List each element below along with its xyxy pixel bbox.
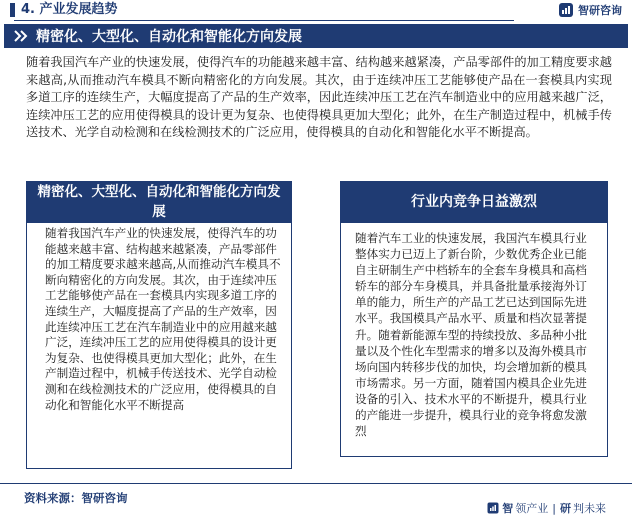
intro-paragraph: 随着我国汽车产业的快速发展，使得汽车的功能越来越丰富、结构越来越紧凑，产品零部件的加工精度要求越来越高,从而推动汽车模具不断向精密化的方向发展。其次，由于连续冲压工艺能够使产品在一套模具内实现多道工序的连续生产，大幅度提高了产品的生产效率，因此连续冲压工艺在汽车制造业中的应用越来越广泛，连续冲压工艺的应用使得模具的设计更为复杂、也使得模具更加大型化；此外，在生产制造过程中，机械手传送技术、光学自动检测和在线检测技术的广泛应用，使得模具的自动化和智能化水平不断提高。 <box>26 55 612 139</box>
section-title: 4. 产业发展趋势 <box>21 2 118 17</box>
section-banner <box>4 24 628 48</box>
heading-marker <box>10 3 15 17</box>
brand-logo <box>558 2 622 18</box>
brand-icon <box>558 2 574 18</box>
card-title: 行业内竞争日益激烈 <box>340 181 608 223</box>
slogan-separator: | <box>552 501 556 515</box>
slogan-part-4: 判未来 <box>573 502 606 515</box>
banner-title: 精密化、大型化、自动化和智能化方向发展 <box>36 29 302 45</box>
footer-divider <box>0 483 632 484</box>
brand-name: 智研咨询 <box>578 4 622 17</box>
card-body: 随着我国汽车产业的快速发展，使得汽车的功能越来越丰富、结构越来越紧凑，产品零部件的加工精度要求越来越高,从而推动汽车模具不断向精密化的方向发展。其次，由于连续冲压工艺能够使产品在一套模具内实现多道工序的连续生产，大幅度提高了产品的生产效率，因此连续冲压工艺在汽车制造业中的应用越来越广泛，连续冲压工艺的应用使得模具的设计更为复杂、也使得模具更加大型化；此外，在生产制造过程中，机械手传送技术、光学自动检测和在线检测技术的广泛应用，使得模具的自动化和智能化水平不断提高 <box>45 226 281 412</box>
trend-card-competition <box>340 181 608 457</box>
section-heading <box>0 0 118 20</box>
slogan-part-2: 领产业 <box>515 502 549 515</box>
card-title: 精密化、大型化、自动化和智能化方向发展 <box>26 181 292 223</box>
footer-slogan <box>487 500 606 516</box>
card-body: 随着汽车工业的快速发展，我国汽车模具行业整体实力已迈上了新台阶，少数优秀企业已能自主研制生产中档轿车的全套车身模具和高档轿车的部分车身模具，并具备批量承接海外订单的能力，所生产的产品工艺已达到国际先进水平。我国模具产品水平、质量和档次显著提升。随着新能源车型的持续投放、多品种小批量以及个性化车型需求的增多以及海外模具市场向国内转移步伐的加快，均会增加新的模具市场需求。另一方面，随着国内模具企业先进设备的引入、技术水平的不断提升，模具行业的产能进一步提升，模具行业的竞争将愈发激烈 <box>355 231 587 439</box>
data-source: 资料来源：智研咨询 <box>24 491 128 505</box>
double-chevron-right-icon <box>14 29 28 43</box>
header-divider <box>14 20 514 21</box>
brand-icon <box>487 502 499 514</box>
slogan-part-1: 智 <box>502 502 514 515</box>
top-header <box>0 0 632 20</box>
trend-card-precision <box>26 181 292 469</box>
slogan-part-3: 研 <box>560 502 571 515</box>
